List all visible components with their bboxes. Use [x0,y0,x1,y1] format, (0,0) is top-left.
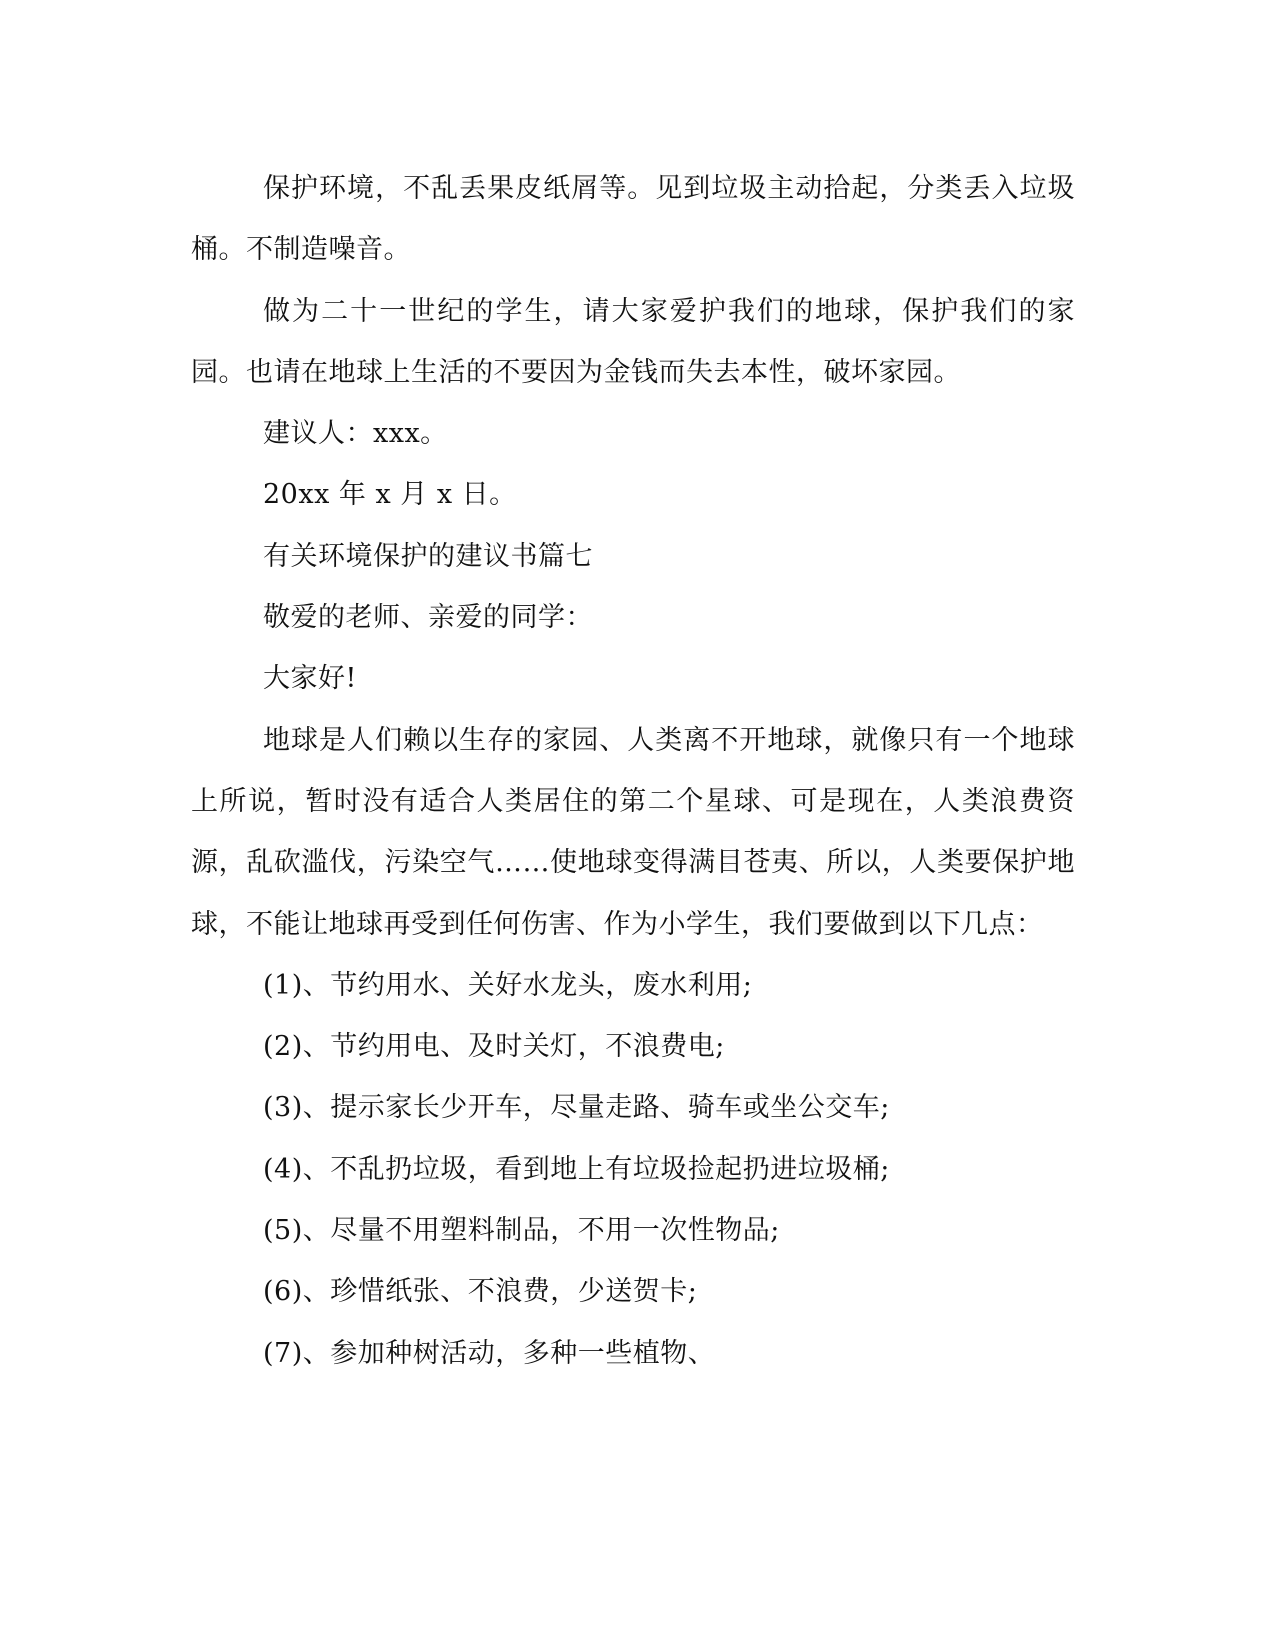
list-item: (2)、节约用电、及时关灯，不浪费电; [263,1031,725,1063]
list-item: (7)、参加种树活动，多种一些植物、 [263,1337,716,1369]
greeting: 大家好! [263,663,357,695]
list-item: (5)、尽量不用塑料制品，不用一次性物品; [263,1215,780,1247]
document-body [191,158,1075,1384]
list-item: (4)、不乱扔垃圾，看到地上有垃圾捡起扔进垃圾桶; [263,1153,890,1185]
list-item: (3)、提示家长少开车，尽量走路、骑车或坐公交车; [263,1092,890,1124]
paragraph-protect-environment: 保护环境，不乱丢果皮纸屑等。见到垃圾主动拾起，分类丢入垃圾桶。不制造噪音。 [191,173,1075,266]
signature-proposer: 建议人：xxx。 [263,418,448,450]
paragraph-earth-intro: 地球是人们赖以生存的家园、人类离不开地球，就像只有一个地球上所说，暂时没有适合人类居住的第二个星球、可是现在，人类浪费资源，乱砍滥伐，污染空气……使地球变得满目苍夷、所以，人类要保护地球，不能让地球再受到任何伤害、作为小学生，我们要做到以下几点： [191,724,1075,940]
section-heading: 有关环境保护的建议书篇七 [263,540,593,572]
paragraph-students-appeal: 做为二十一世纪的学生，请大家爱护我们的地球，保护我们的家园。也请在地球上生活的不要因为金钱而失去本性，破坏家园。 [191,295,1075,388]
signature-date: 20xx 年 x 月 x 日。 [263,479,517,511]
list-item: (1)、节约用水、关好水龙头，废水利用; [263,969,753,1001]
list-item: (6)、珍惜纸张、不浪费，少送贺卡; [263,1276,698,1308]
salutation: 敬爱的老师、亲爱的同学： [263,602,593,634]
